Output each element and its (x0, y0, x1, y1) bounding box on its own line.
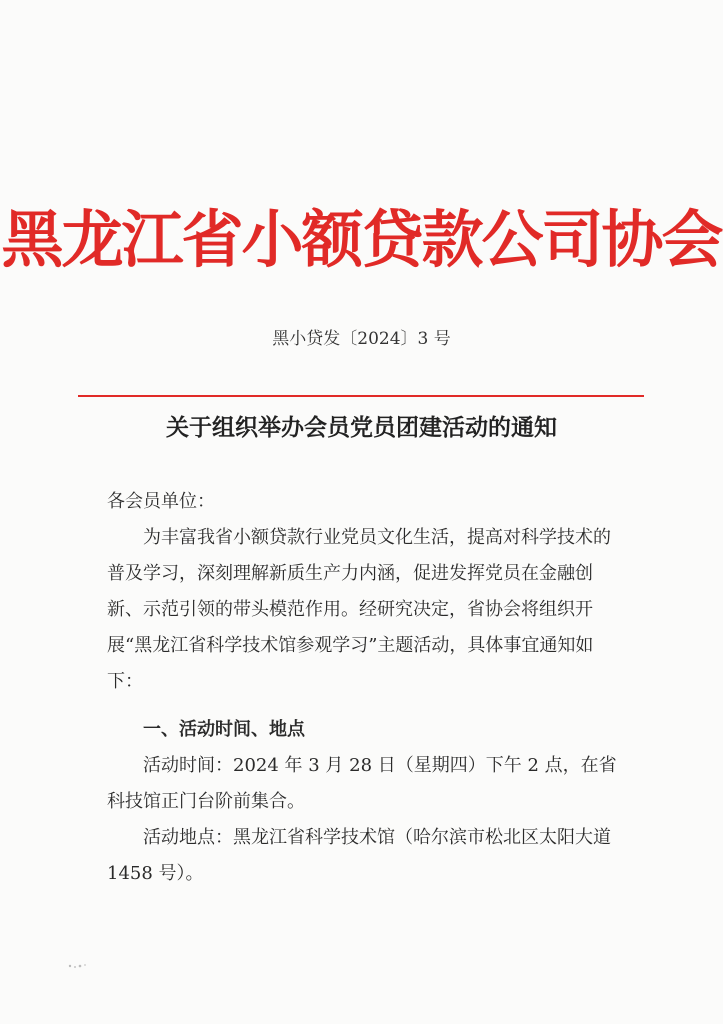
activity-place-paragraph: 活动地点：黑龙江省科学技术馆（哈尔滨市松北区太阳大道 1458 号）。 (107, 827, 611, 884)
salutation: 各会员单位： (107, 491, 215, 512)
notice-title: 关于组织举办会员党员团建活动的通知 (166, 414, 557, 441)
document-number: 黑小贷发〔2024〕3 号 (272, 329, 451, 349)
red-divider-line (78, 395, 644, 397)
intro-paragraph: 为丰富我省小额贷款行业党员文化生活，提高对科学技术的普及学习，深刻理解新质生产力内涵，促进发挥党员在金融创新、示范引领的带头模范作用。经研究决定，省协会将组织开展“黑龙江省科学技术馆参观学习”主题活动，具体事宜通知如下： (107, 527, 611, 692)
scan-smudge (66, 962, 96, 970)
section-heading: 一、活动时间、地点 (143, 719, 305, 740)
organization-letterhead: 黑龙江省小额贷款公司协会 (1, 203, 722, 276)
activity-time-paragraph: 活动时间：2024 年 3 月 28 日（星期四）下午 2 点，在省科技馆正门台阶前集合。 (107, 755, 617, 812)
